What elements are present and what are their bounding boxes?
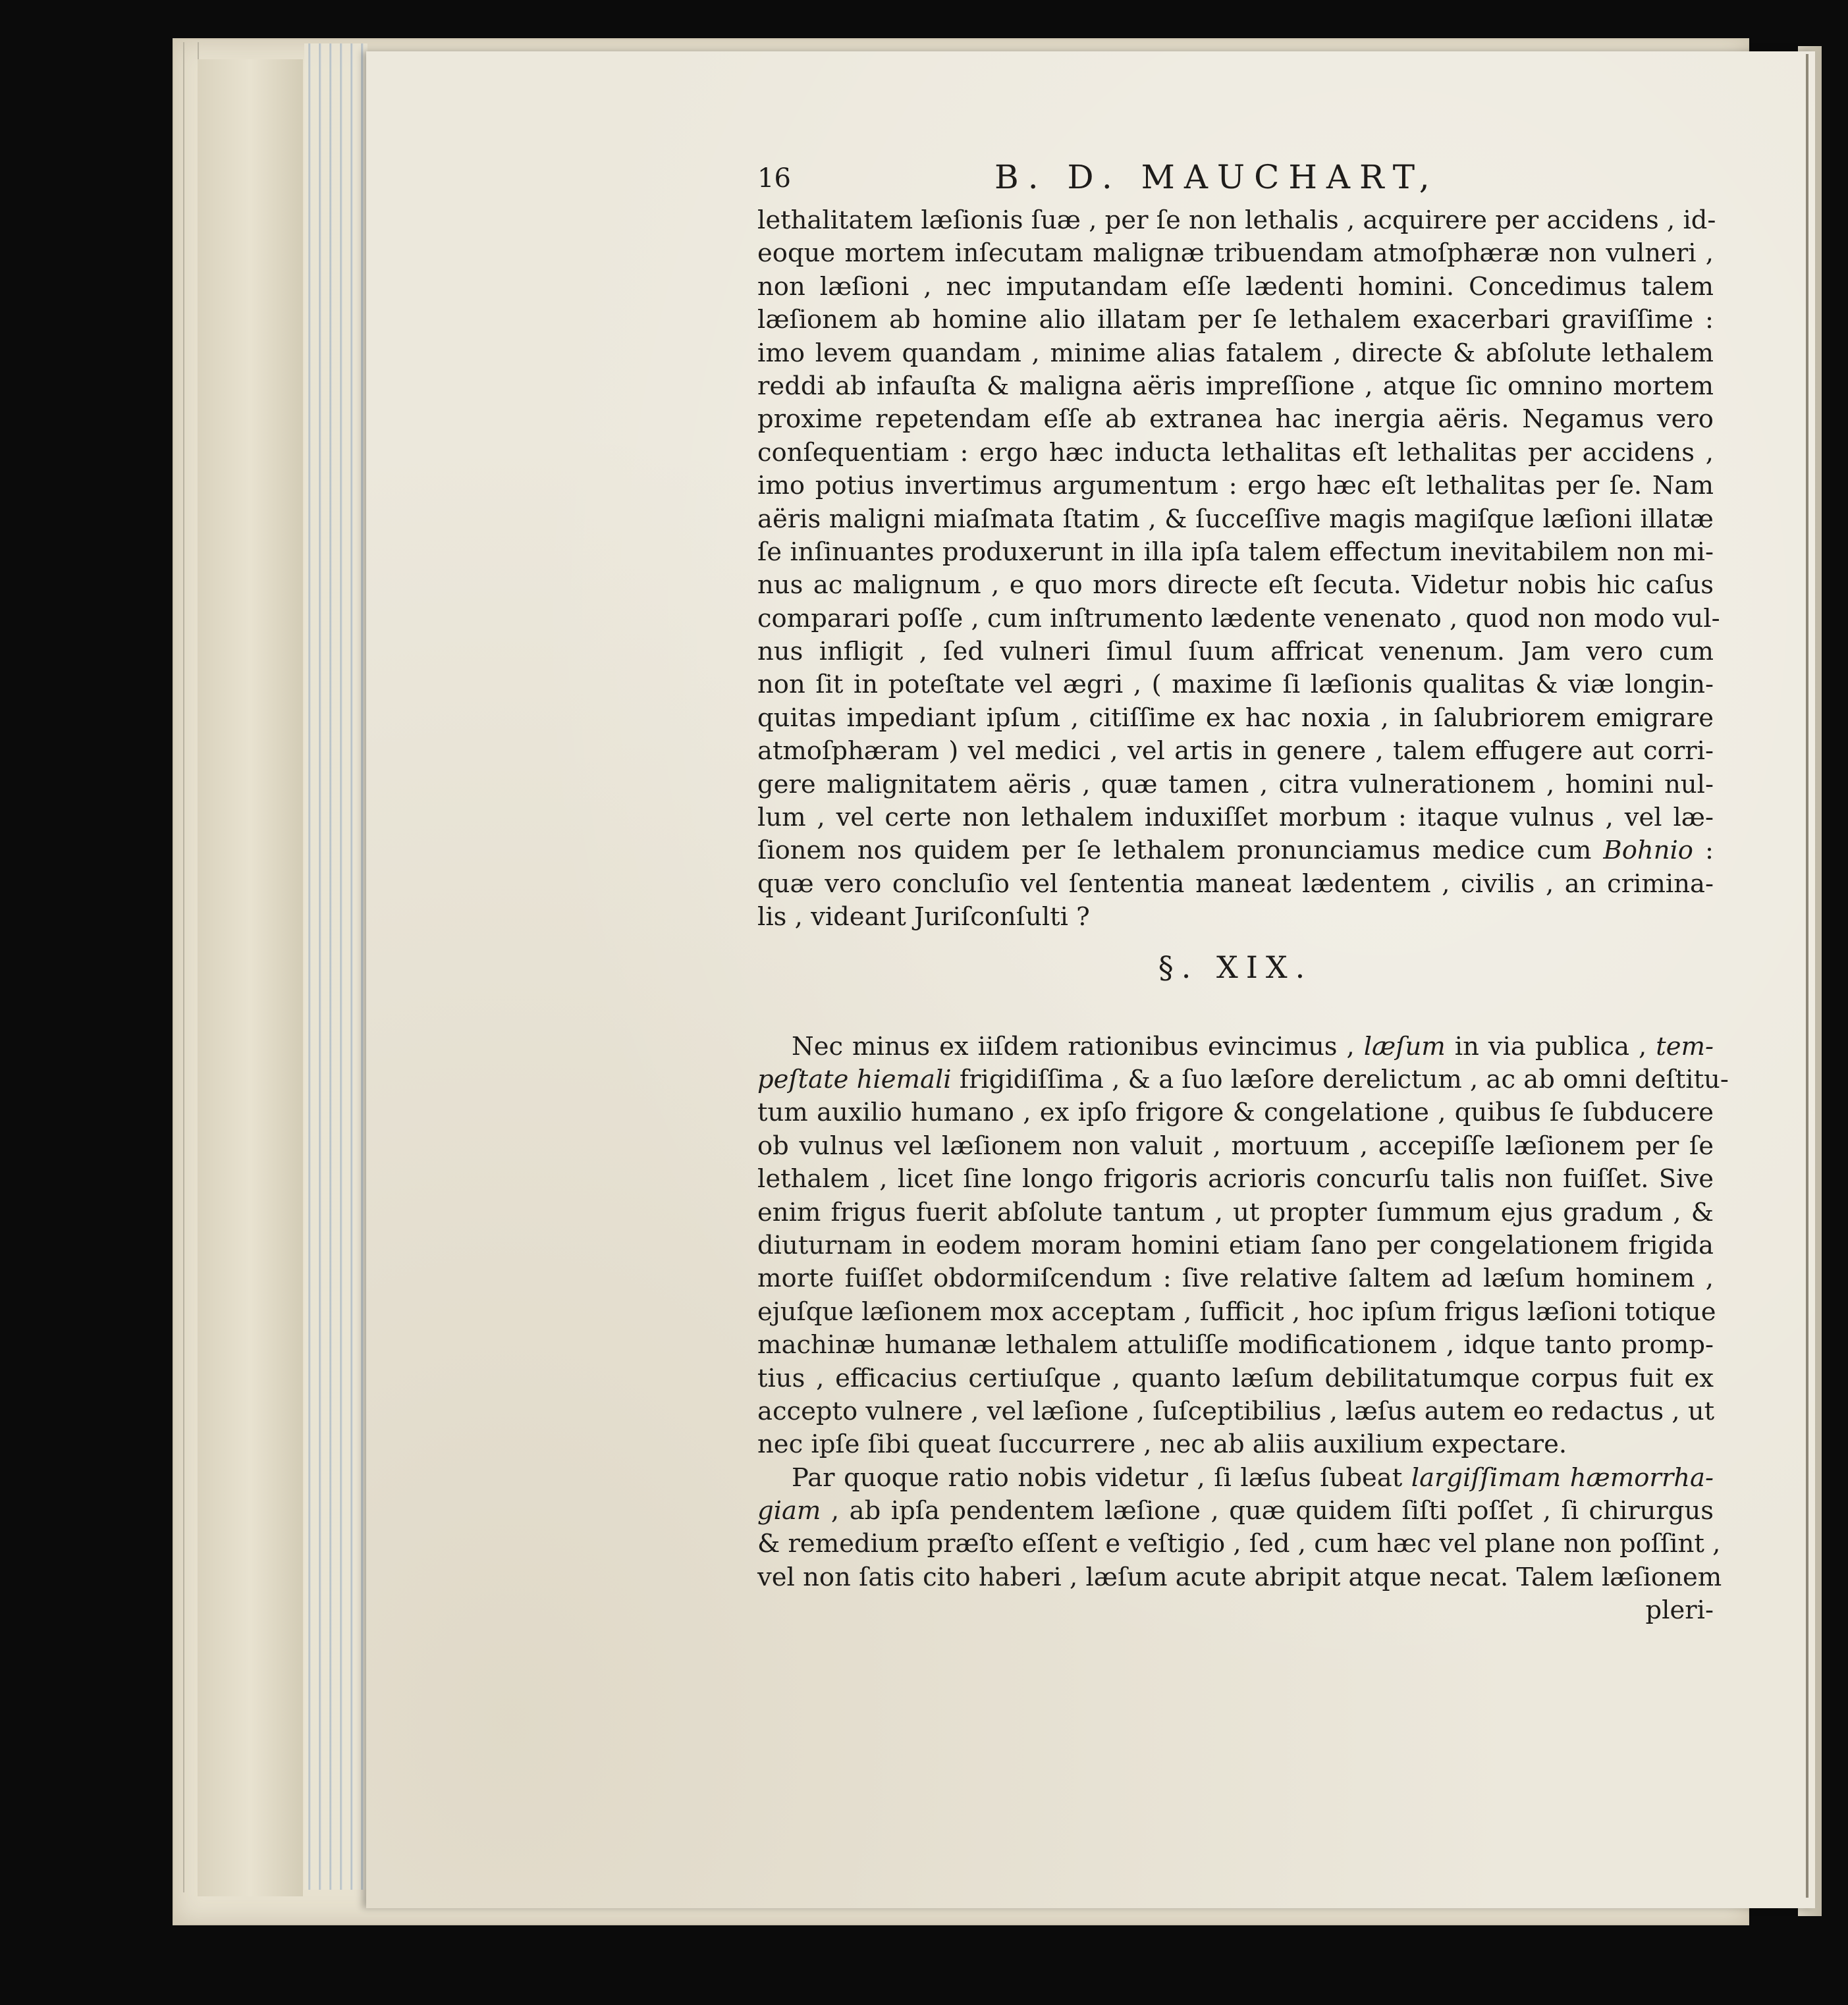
text-line: læſionem ab homine alio illatam per ſe lethalem exacerbari graviſſime : (757, 305, 1714, 335)
text-line: nec ipſe ſibi queat ſuccurrere , nec ab aliis auxilium expectare. (757, 1430, 1567, 1460)
text-line: imo potius invertimus argumentum : ergo hæc eſt lethalitas per ſe. Nam (757, 471, 1714, 501)
text-line: ob vulnus vel læſionem non valuit , mortuum , accepiſſe læſionem per ſe (757, 1131, 1714, 1161)
text-line: ejuſque læſionem mox acceptam , ſufficit , hoc ipſum frigus læſioni totique (757, 1297, 1716, 1327)
text-block (757, 158, 1729, 1628)
text-line: eoque mortem inſecutam malignæ tribuendam atmoſphæræ non vulneri , (757, 238, 1714, 269)
page-edges-blue (304, 43, 367, 1890)
text-line: lis , videant Juriſconſulti ? (757, 902, 1090, 932)
text-line: quæ vero concluſio vel ſententia maneat lædentem , civilis , an crimina- (757, 869, 1714, 899)
text-line: proxime repetendam eſſe ab extranea hac inergia aëris. Negamus vero (757, 404, 1714, 435)
text-line: imo levem quandam , minime alias fatalem , directe & abſolute lethalem (757, 338, 1714, 368)
catchword: pleri- (1645, 1595, 1714, 1626)
text-line: Nec minus ex iiſdem rationibus evincimus , læſum in via publica , tem- (792, 1031, 1714, 1061)
text-line: tum auxilio humano , ex ipſo frigore & congelatione , quibus ſe ſubducere (757, 1098, 1714, 1128)
paragraph-3 (757, 1462, 1722, 1628)
text-line: morte fuiſſet obdormiſcendum : ſive relative ſaltem ad læſum hominem , (757, 1264, 1714, 1294)
text-line: Par quoque ratio nobis videtur , ſi læſus ſubeat largiſſimam hæmorrha- (792, 1462, 1714, 1493)
text-line: lum , vel certe non lethalem induxiſſet morbum : itaque vulnus , vel læ- (757, 803, 1714, 833)
text-line: enim frigus fuerit abſolute tantum , ut propter ſummum ejus gradum , & (757, 1197, 1714, 1227)
text-line: tius , efficacius certiuſque , quanto læſum debilitatumque corpus fuit ex (757, 1363, 1714, 1393)
text-line: giam , ab ipſa pendentem læſione , quæ quidem ſiſti poſſet , ſi chirurgus (757, 1496, 1714, 1526)
text-line: diuturnam in eodem moram homini etiam ſano per congelationem frigida (757, 1230, 1714, 1260)
text-line: conſequentiam : ergo hæc inducta lethalitas eſt lethalitas per accidens , (757, 437, 1714, 468)
text-line: comparari poſſe , cum inſtrumento lædente venenato , quod non modo vul- (757, 603, 1720, 633)
text-line: peſtate hiemali frigidiſſima , & a ſuo læſore derelictum , ac ab omni deſtitu- (757, 1064, 1729, 1094)
spine-fold (1806, 54, 1808, 1898)
paragraph-2 (757, 1030, 1729, 1462)
page-stack-shading (198, 59, 303, 1896)
text-line: nus infligit , ſed vulneri ſimul ſuum affricat venenum. Jam vero cum (757, 637, 1714, 667)
text-line: ſionem nos quidem per ſe lethalem pronunciamus medice cum Bohnio : (757, 836, 1714, 866)
text-line: lethalitatem læſionis ſuæ , per ſe non lethalis , acquirere per accidens , id- (757, 205, 1716, 235)
italic-name-bohnio: Bohnio (1603, 836, 1693, 866)
text-line: lethalem , licet ſine longo frigoris acrioris concurſu talis non fuiſſet. Sive (757, 1164, 1714, 1194)
text-line: accepto vulnere , vel læſione , ſuſceptibilius , læſus autem eo redactus , ut (757, 1396, 1715, 1426)
text-line: & remedium præſto eſſent e veſtigio , ſed , cum hæc vel plane non poſſint , (757, 1529, 1721, 1559)
text-line: aëris maligni miaſmata ſtatim , & ſucceſſive magis magiſque læſioni illatæ (757, 504, 1714, 534)
text-line: machinæ humanæ lethalem attuliſſe modificationem , idque tanto promp- (757, 1330, 1714, 1360)
text-line: non ſit in poteſtate vel ægri , ( maxime ſi læſionis qualitas & viæ longin- (757, 670, 1714, 700)
text-line: quitas impediant ipſum , citiſſime ex hac noxia , in ſalubriorem emigrare (757, 703, 1714, 733)
text-line: non læſioni , nec imputandam eſſe lædenti homini. Concedimus talem (757, 271, 1714, 302)
page-stack-line (183, 42, 184, 1892)
running-title: B. D. MAUCHART, (994, 158, 1439, 196)
text-line: reddi ab infauſta & maligna aëris impreſſione , atque ſic omnino mortem (757, 371, 1714, 401)
text-line: ſe inſinuantes produxerunt in illa ipſa talem effectum inevitabilem non mi- (757, 537, 1714, 567)
running-head (757, 158, 1714, 204)
paragraph-1 (757, 204, 1720, 934)
section-heading: §. XIX. (1158, 949, 1313, 985)
text-line: gere malignitatem aëris , quæ tamen , citra vulnerationem , homini nul- (757, 769, 1714, 799)
text-line: nus ac malignum , e quo mors directe eſt ſecuta. Videtur nobis hic caſus (757, 570, 1714, 601)
page-number: 16 (757, 163, 791, 194)
text-line: vel non ſatis cito haberi , læſum acute abripit atque necat. Talem læſionem (757, 1562, 1722, 1592)
text-line: atmoſphæram ) vel medici , vel artis in genere , talem effugere aut corri- (757, 736, 1714, 766)
